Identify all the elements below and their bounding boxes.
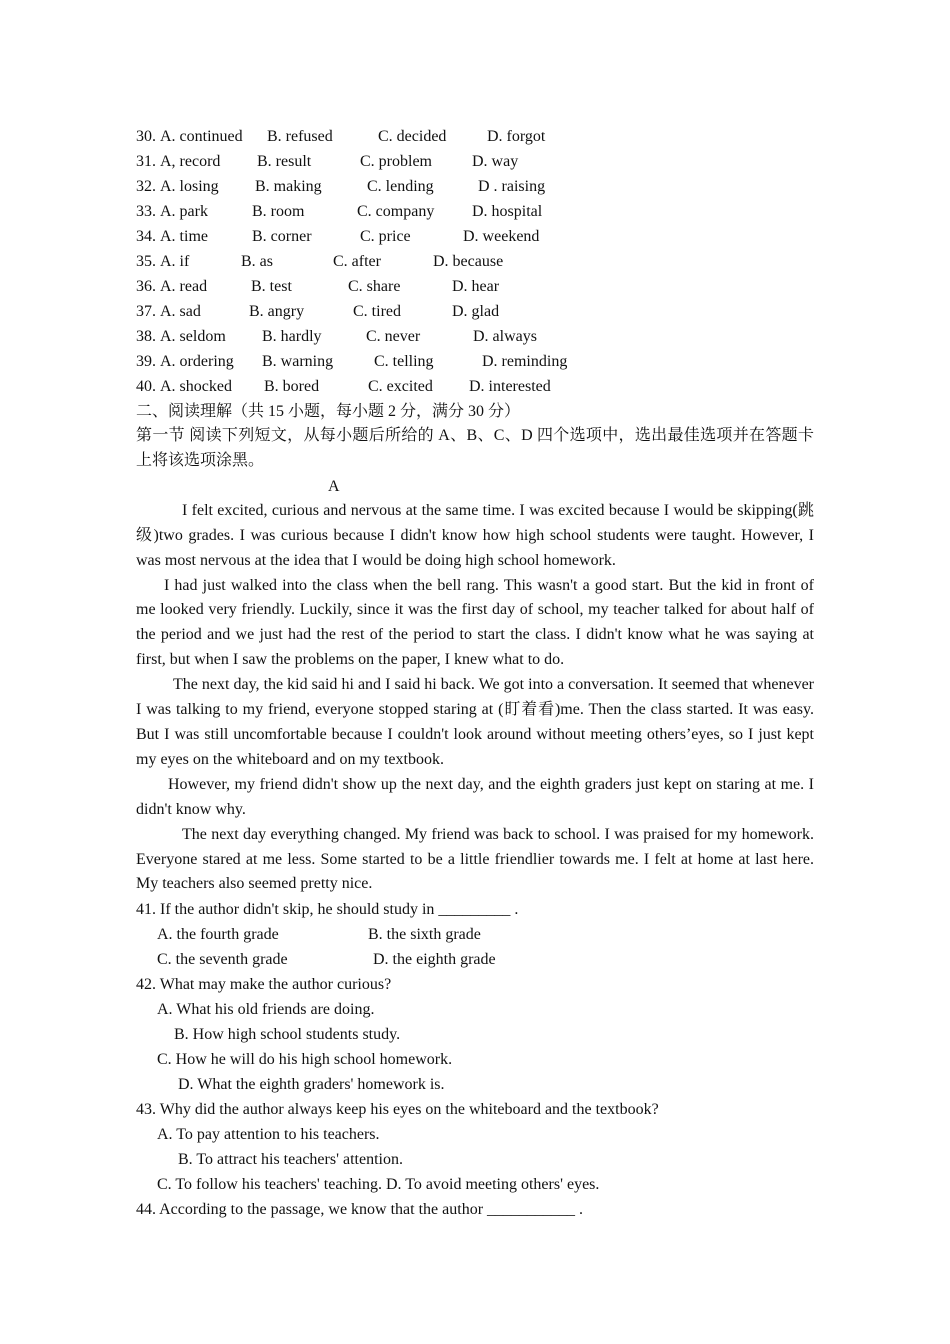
cloze-row: 33. A. park B. room C. company D. hospital xyxy=(136,203,543,220)
cloze-row: 37. A. sad B. angry C. tired D. glad xyxy=(136,303,500,320)
question-41-options-row xyxy=(136,922,814,947)
cloze-row: 36. A. read B. test C. share D. hear xyxy=(136,278,500,295)
cloze-row: 31. A, record B. result C. problem D. way xyxy=(136,153,519,170)
option-a: A. the fourth grade xyxy=(157,926,279,944)
question-43-option-b: B. To attract his teachers' attention. xyxy=(178,1151,403,1169)
question-42-stem: 42. What may make the author curious? xyxy=(136,976,392,994)
passage-paragraph: The next day, the kid said hi and I said hi back. We got into a conversation. It seemed that whenever I was talking to my friend, everyone stopped staring at (盯着看)me. Then the class started. It was easy. But I was still uncomfortable because I couldn't look around without meeting others’eyes, so I just kept my eyes on the whiteboard and on my textbook. xyxy=(136,676,814,768)
exam-page xyxy=(136,124,814,1222)
question-41-options-row xyxy=(136,947,814,972)
passage-paragraph: However, my friend didn't show up the next day, and the eighth graders just kept on staring at me. I didn't know why. xyxy=(136,775,814,818)
cloze-row: 32. A. losing B. making C. lending D . raising xyxy=(136,178,546,195)
option-d: D. the eighth grade xyxy=(373,951,496,969)
passage-paragraph: The next day everything changed. My friend was back to school. I was praised for my homework. Everyone stared at me less. Some started to be a little friendlier towards me. I felt at home at last here. My teachers also seemed pretty nice. xyxy=(136,825,814,893)
section-title: 二、阅读理解（共 15 小题，每小题 2 分，满分 30 分） xyxy=(136,403,521,420)
cloze-row: 39. A. ordering B. warning C. telling D. reminding xyxy=(136,353,568,370)
cloze-row: 34. A. time B. corner C. price D. weekend xyxy=(136,228,540,245)
question-42-option-b: B. How high school students study. xyxy=(174,1026,401,1044)
question-41-stem: 41. If the author didn't skip, he should study in _________ . xyxy=(136,901,519,919)
option-b: B. the sixth grade xyxy=(368,926,481,944)
option-c: C. the seventh grade xyxy=(157,951,288,969)
cloze-row: 35. A. if B. as C. after D. because xyxy=(136,253,504,270)
cloze-row: 40. A. shocked B. bored C. excited D. interested xyxy=(136,378,551,395)
question-42-option-a: A. What his old friends are doing. xyxy=(157,1001,375,1019)
question-44-stem: 44. According to the passage, we know that the author ___________ . xyxy=(136,1201,584,1219)
question-43-option-cd: C. To follow his teachers' teaching. D. To avoid meeting others' eyes. xyxy=(157,1176,600,1194)
question-43-option-a: A. To pay attention to his teachers. xyxy=(157,1126,380,1144)
cloze-options-list xyxy=(136,124,814,399)
section-instruction: 第一节 阅读下列短文，从每小题后所给的 A、B、C、D 四个选项中，选出最佳选项并在答题卡上将该选项涂黑。 xyxy=(136,427,814,469)
passage-paragraph: I had just walked into the class when the bell rang. This wasn't a good start. But the kid in front of me looked very friendly. Luckily, since it was the first day of school, my teacher talked for about half of the period and we just had the rest of the period to start the class. I didn't know what he was saying at first, but when I saw the problems on the paper, I knew what to do. xyxy=(136,576,814,669)
question-42-option-d: D. What the eighth graders' homework is. xyxy=(178,1076,445,1094)
cloze-row: 38. A. seldom B. hardly C. never D. always xyxy=(136,328,537,345)
passage-label: A xyxy=(328,477,340,495)
cloze-row: 30. A. continued B. refused C. decided D. forgot xyxy=(136,128,546,145)
question-42-option-c: C. How he will do his high school homework. xyxy=(157,1051,453,1069)
question-43-stem: 43. Why did the author always keep his eyes on the whiteboard and the textbook? xyxy=(136,1101,659,1119)
passage-paragraph: I felt excited, curious and nervous at the same time. I was excited because I would be skipping(跳级)two grades. I was curious because I didn't know how high school students were taught. However, I was most nervous at the idea that I would be doing high school homework. xyxy=(136,501,815,569)
